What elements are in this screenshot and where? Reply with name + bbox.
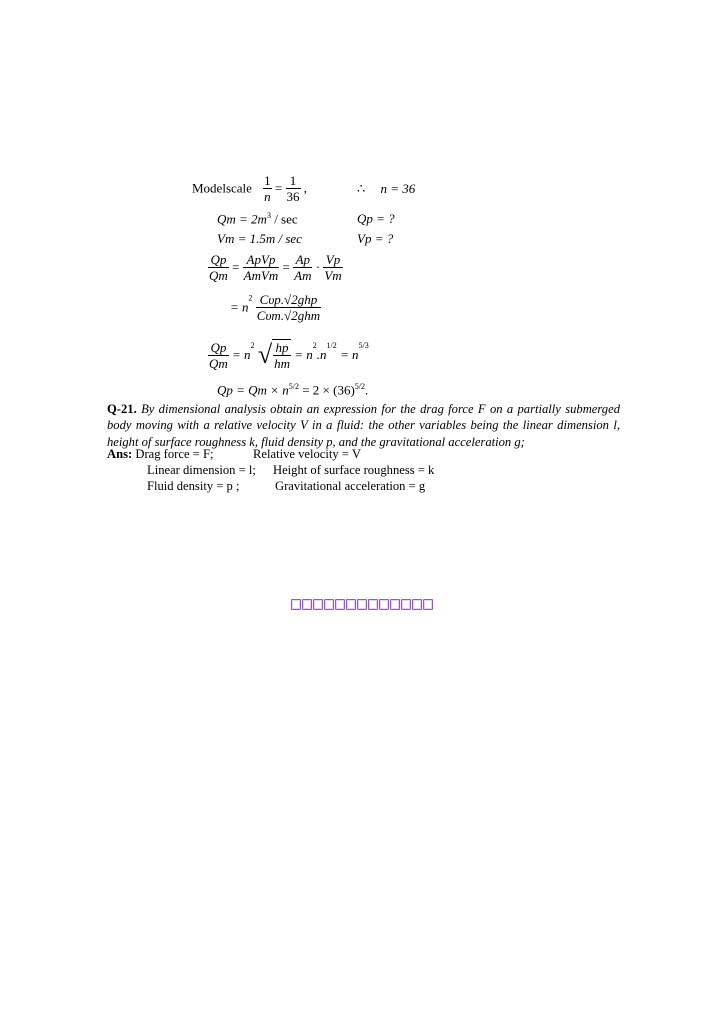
qm-unit: / sec — [270, 211, 298, 227]
answer-linear-dimension: Linear dimension = l; — [147, 463, 256, 477]
frac2-num: 1 — [286, 173, 301, 189]
answer-drag-force: Drag force = F; — [135, 447, 214, 461]
footer-box-icon — [302, 599, 312, 610]
eq3-lhs-num: Qp — [208, 340, 229, 356]
eq1-lhs-den: Qm — [209, 268, 228, 283]
footer-box-icon — [291, 599, 301, 610]
footer-box-icon — [379, 599, 389, 610]
footer-box-icon — [313, 599, 323, 610]
therefore-line — [357, 181, 415, 197]
eq1-lhs — [208, 252, 229, 283]
eq3-root-num: hp — [273, 340, 291, 356]
eq4-sup-a: 5/2 — [288, 382, 299, 391]
eq3-sup-a: 2 — [250, 340, 255, 350]
eq3-root-den: hm — [274, 356, 290, 371]
footer-box-icon — [368, 599, 378, 610]
eq1-mid-num: ApVp — [243, 252, 280, 268]
vp-given: Vp = ? — [357, 231, 394, 246]
equation-2 — [230, 292, 321, 323]
equation-4 — [217, 382, 368, 398]
footer-box-icon — [324, 599, 334, 610]
eq3-lhs-den: Qm — [209, 355, 228, 371]
qm-given — [217, 211, 298, 227]
eq1-r1-num: Ap — [293, 252, 312, 268]
qm-text: Qm = 2m — [217, 211, 267, 227]
modelscale-line — [192, 173, 307, 204]
eq1-r1 — [293, 252, 312, 283]
eq3-root-fraction — [272, 339, 291, 371]
eq4-text-b: = 2 × (36) — [298, 382, 355, 398]
qm-sup: 3 — [266, 211, 271, 220]
eq2-sup: 2 — [248, 293, 253, 303]
eq1-r1-den: Am — [294, 268, 312, 283]
answer-gravity: Gravitational acceleration = g — [275, 479, 426, 493]
vm-given — [217, 231, 302, 247]
eq3-sup-c: 1/2 — [326, 340, 337, 350]
eq3-mid: .n — [316, 347, 327, 362]
eq1-r2-den: Vm — [324, 268, 342, 283]
eq1-mid-den: AmVm — [243, 268, 279, 283]
footer-box-row — [291, 599, 433, 610]
eq3-eq-b: = n — [294, 347, 313, 362]
eq4-text-a: Qp = Qm × n — [217, 382, 289, 398]
answer-line-1 — [107, 447, 213, 462]
footer-box-icon — [423, 599, 433, 610]
equation-1 — [208, 252, 343, 283]
scale-comma: , — [303, 180, 308, 196]
equation-3 — [208, 339, 369, 371]
frac2-den: 36 — [286, 189, 300, 204]
eq2-num: Cυp.√2ghp — [256, 292, 321, 308]
footer-box-icon — [401, 599, 411, 610]
scale-fraction-1 — [263, 173, 272, 204]
frac1-den: n — [264, 189, 271, 204]
eq1-mid — [243, 252, 280, 283]
footer-box-icon — [335, 599, 345, 610]
footer-box-icon — [412, 599, 422, 610]
scale-eq: = — [274, 180, 283, 196]
footer-box-icon — [357, 599, 367, 610]
root-sign-icon: √ — [257, 340, 273, 369]
answer-roughness: Height of surface roughness = k — [273, 463, 435, 477]
answer-fluid-density: Fluid density = p ; — [147, 479, 240, 493]
scale-fraction-2 — [286, 173, 301, 204]
eq3-sup-b: 2 — [312, 340, 317, 350]
eq2-fraction — [256, 292, 321, 323]
eq3-eq-a: = n — [232, 347, 251, 362]
eq1-dot: · — [315, 259, 321, 275]
eq1-r2-num: Vp — [323, 252, 342, 268]
therefore-symbol: ∴ — [357, 181, 366, 196]
answer-relative-velocity: Relative velocity = V — [253, 447, 361, 461]
eq3-root — [258, 339, 291, 371]
eq1-eq-a: = — [232, 259, 240, 275]
eq2-prefix: = n — [230, 299, 249, 315]
footer-box-icon — [346, 599, 356, 610]
eq1-eq-b: = — [282, 259, 290, 275]
n-value: n = 36 — [380, 181, 416, 196]
modelscale-label: Modelscale — [192, 180, 252, 196]
eq3-lhs — [208, 340, 229, 371]
qp-given: Qp = ? — [357, 211, 395, 226]
eq1-r2 — [323, 252, 342, 283]
eq4-end: . — [365, 382, 369, 398]
frac1-num: 1 — [264, 173, 271, 188]
question-text: By dimensional analysis obtain an expression for the drag force F on a partially submerged body moving with a relative velocity V in a fluid: the other variables being the linear dimension l, height of surface roughness k, fluid density p, and the gravitational acceleration g; — [107, 402, 620, 449]
eq2-den: Cυm.√2ghm — [256, 308, 321, 323]
eq3-eq-c: = n — [340, 347, 359, 362]
footer-box-icon — [390, 599, 400, 610]
eq3-sup-d: 5/3 — [358, 340, 369, 350]
eq1-lhs-num: Qp — [208, 252, 229, 268]
answer-label: Ans: — [107, 447, 133, 461]
question-number: Q-21. — [107, 402, 137, 416]
eq4-sup-b: 5/2 — [354, 382, 366, 391]
vm-text: Vm = 1.5m / sec — [217, 231, 302, 246]
question-21 — [107, 401, 620, 450]
